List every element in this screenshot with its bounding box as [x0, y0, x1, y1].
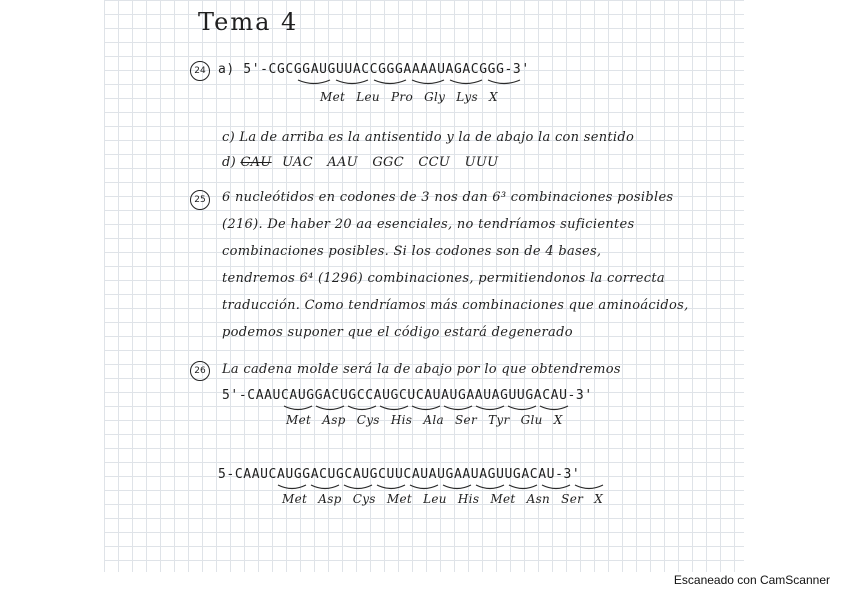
- question-number-24: 24: [190, 61, 210, 81]
- question-number-26: 26: [190, 361, 210, 381]
- q24-d-codons: UAC AAU GGC CCU UUU: [282, 155, 499, 170]
- q26-amino-acids-1: Met Asp Cys His Ala Ser Tyr Glu X: [286, 413, 563, 427]
- q25-line-4: tendremos 6⁴ (1296) combinaciones, permitiendonos la correcta: [222, 271, 665, 286]
- q25-line-1: 6 nucleótidos en codones de 3 nos dan 6³ combinaciones posibles: [222, 190, 674, 205]
- q25-line-3: combinaciones posibles. Si los codones son de 4 bases,: [222, 244, 602, 259]
- q24-sequence: a) 5'-CGCGGAUGUUACCGGGAAAAUAGACGGG-3': [218, 62, 530, 77]
- q24-d-struck: CAU: [240, 155, 272, 170]
- q24-part-d: [222, 155, 498, 170]
- q26-intro: La cadena molde será la de abajo por lo que obtendremos: [222, 362, 621, 377]
- scanner-footer: Escaneado con CamScanner: [673, 573, 830, 587]
- q24-part-c: c) La de arriba es la antisentido y la de abajo la con sentido: [222, 130, 635, 145]
- q24-d-label: d): [222, 155, 236, 170]
- q26-sequence-2: 5-CAAUCAUGGACUGCAUGCUUCAUAUGAAUAGUUGACAU-3': [218, 467, 581, 482]
- q26-amino-acids-2: Met Asp Cys Met Leu His Met Asn Ser X: [282, 492, 604, 506]
- q26-sequence-1: 5'-CAAUCAUGGACUGCCAUGCUCAUAUGAAUAGUUGACAU-3': [222, 388, 593, 403]
- q25-line-2: (216). De haber 20 aa esenciales, no tendríamos suficientes: [222, 217, 635, 232]
- q24-codon-brackets: [296, 79, 536, 89]
- q24-amino-acids: Met Leu Pro Gly Lys X: [320, 90, 498, 104]
- q25-line-5: traducción. Como tendríamos más combinaciones que aminoácidos,: [222, 298, 689, 313]
- page-title: Tema 4: [198, 8, 299, 36]
- q25-line-6: podemos suponer que el código estará degenerado: [222, 325, 573, 340]
- question-number-25: 25: [190, 190, 210, 210]
